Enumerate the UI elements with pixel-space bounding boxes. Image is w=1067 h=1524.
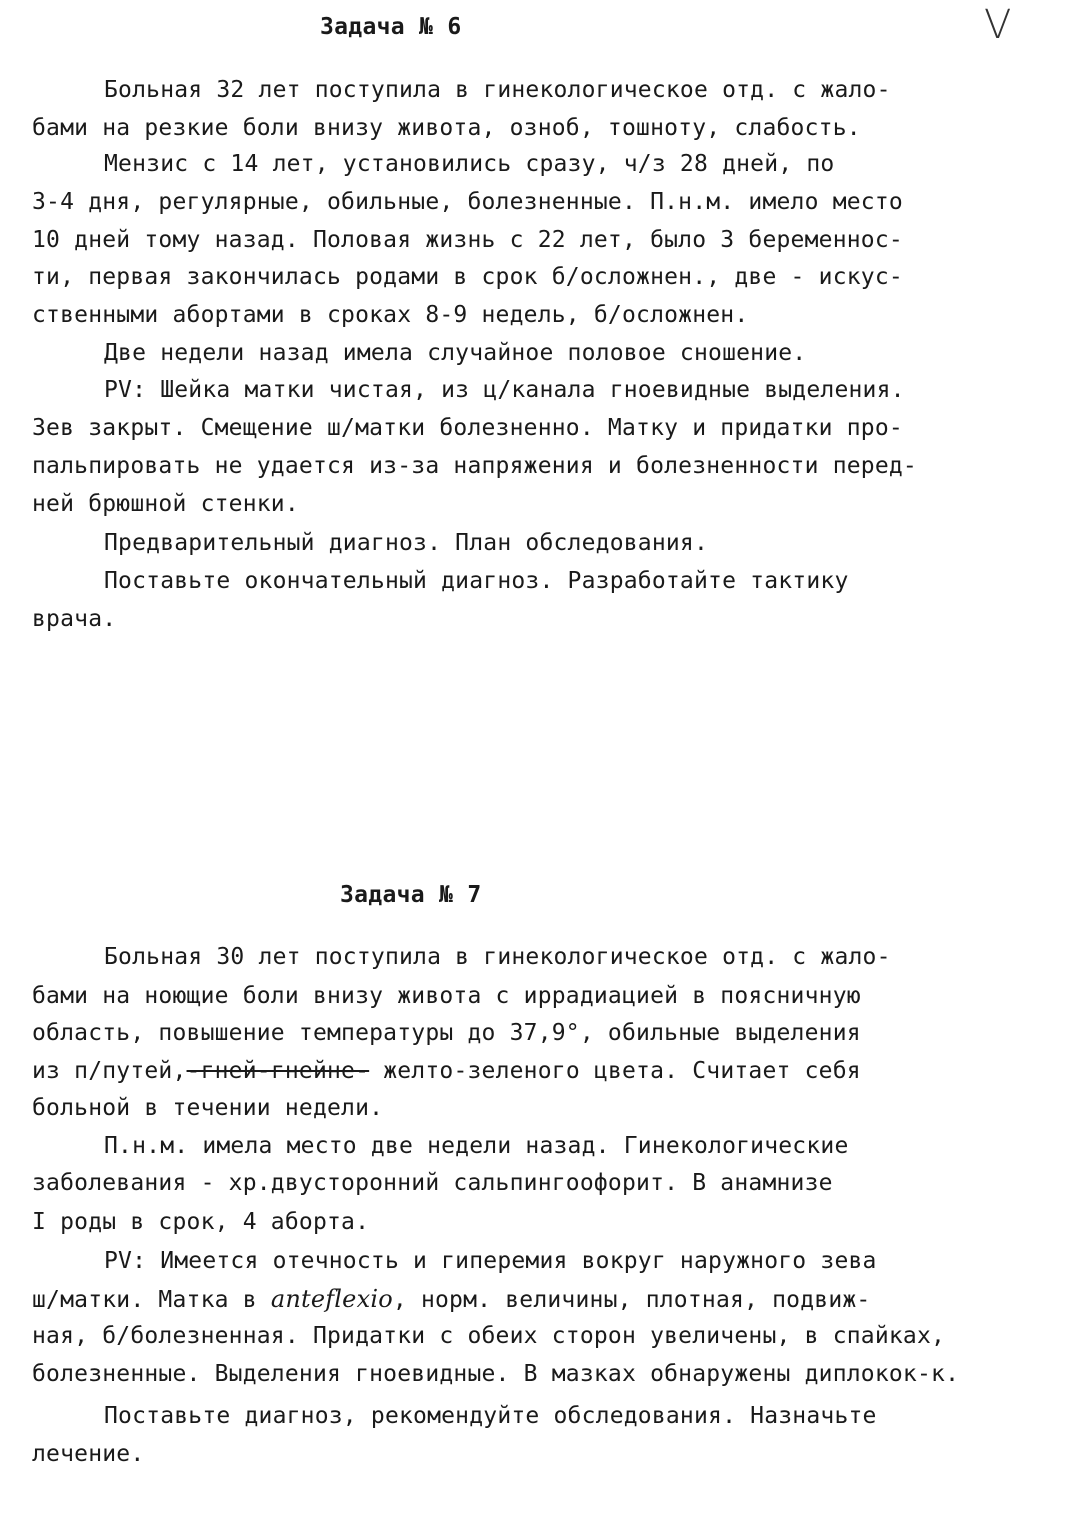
task-7-line [32,1057,861,1085]
task-7-line: бами на ноющие боли внизу живота с иррадиацией в поясничную [32,983,861,1009]
task-6-line: пальпировать не удается из-за напряжения и болезненности перед- [32,453,917,479]
task-6-line: ственными абортами в сроках 8-9 недель, б/осложнен. [32,302,749,328]
task-7-line-start: ш/матки. Матка в [32,1287,271,1313]
task-6-line: Больная 32 лет поступила в гинекологическое отд. с жало- [104,77,891,103]
task-6-line: Поставьте окончательный диагноз. Разработайте тактику [104,568,849,594]
task-7-line: заболевания - хр.двусторонний сальпингоофорит. В анамнизе [32,1170,833,1196]
task-6-line: Две недели назад имела случайное половое сношение. [104,340,807,366]
struck-text: -гней-гнейне- [186,1058,370,1084]
task-7-line: PV: Имеется отечность и гиперемия вокруг наружного зева [104,1248,877,1274]
task-7-line: I роды в срок, 4 аборта. [32,1209,370,1235]
task-7-line-end: желто-зеленого цвета. Считает себя [369,1058,861,1084]
task-7-line: больной в течении недели. [32,1095,384,1121]
task-7-line-start: из п/путей, [32,1058,187,1084]
task-6-title: Задача № 6 [320,14,462,40]
task-7-line: Больная 30 лет поступила в гинекологическое отд. с жало- [104,944,891,970]
task-7-line: П.н.м. имела место две недели назад. Гинекологические [104,1133,849,1159]
task-6-line: Предварительный диагноз. План обследования. [104,530,709,556]
task-6-line: ней брюшной стенки. [32,491,299,517]
task-6-line: PV: Шейка матки чистая, из ц/канала гноевидные выделения. [104,377,905,403]
handwritten-text: anteflexio [270,1285,393,1313]
task-7-line: лечение. [32,1441,145,1467]
task-7-line: болезненные. Выделения гноевидные. В мазках обнаружены диплокок-к. [32,1361,960,1387]
task-6-line: 3-4 дня, регулярные, обильные, болезненные. П.н.м. имело место [32,189,903,215]
task-6-line: врача. [32,606,117,632]
task-6-line: 10 дней тому назад. Половая жизнь с 22 лет, было 3 беременнос- [32,227,903,253]
task-6-line: Мензис с 14 лет, установились сразу, ч/з 28 дней, по [104,151,835,177]
task-6-line: ти, первая закончилась родами в срок б/осложнен., две - искус- [32,264,903,290]
task-7-title: Задача № 7 [340,882,482,908]
check-mark: V [984,2,1012,48]
task-6-line: Зев закрыт. Смещение ш/матки болезненно. Матку и придатки про- [32,415,903,441]
task-7-line: ная, б/болезненная. Придатки с обеих сторон увеличены, в спайках, [32,1323,946,1349]
task-6-line: бами на резкие боли внизу живота, озноб, тошноту, слабость. [32,115,861,141]
task-7-line-end: , норм. величины, плотная, подвиж- [392,1287,871,1313]
task-7-line: область, повышение температуры до 37,9°, обильные выделения [32,1020,861,1046]
task-7-line: Поставьте диагноз, рекомендуйте обследования. Назначьте [104,1403,877,1429]
task-7-line [32,1285,870,1314]
